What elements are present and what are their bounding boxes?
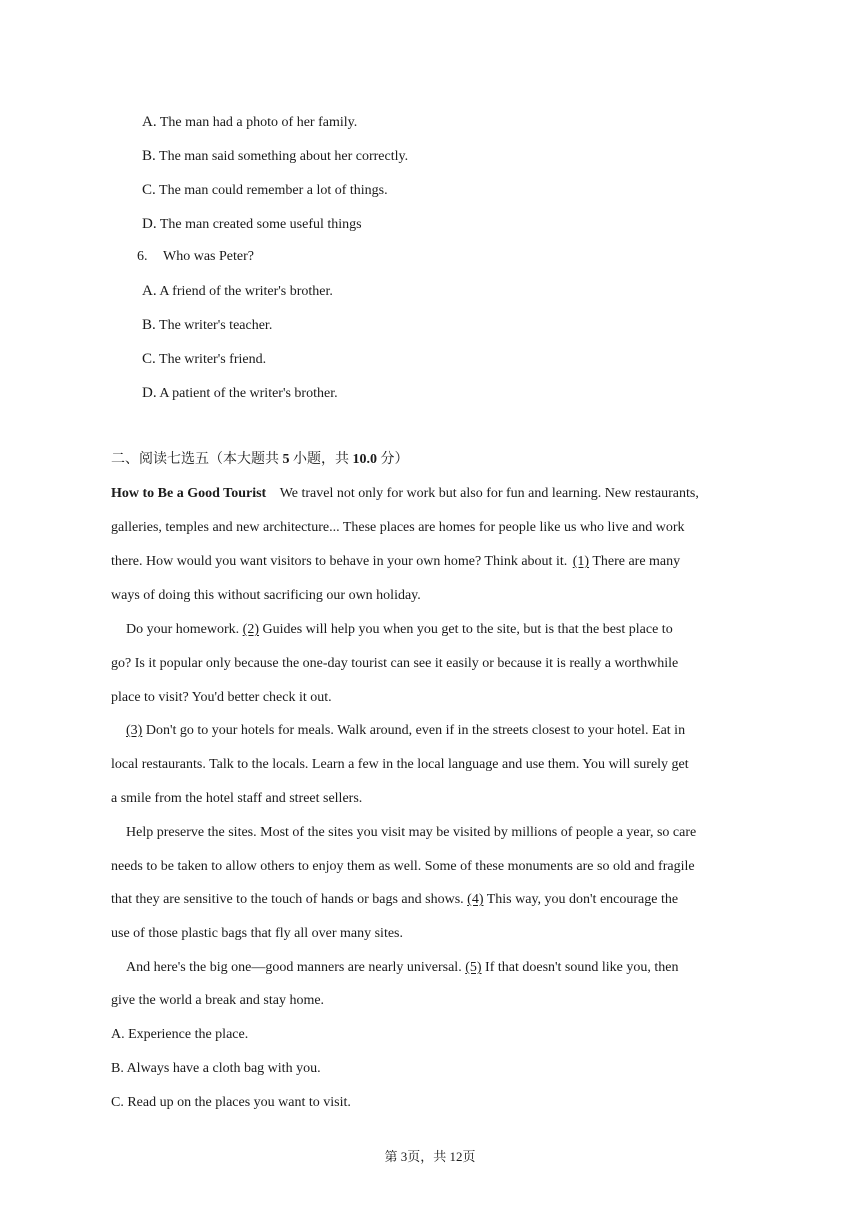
option-letter: D. <box>142 216 157 232</box>
q6-option-b <box>142 316 272 335</box>
passage-line <box>111 587 421 605</box>
question-text: Who was Peter? <box>163 249 254 264</box>
q5-option-d <box>142 215 362 234</box>
heading-count: 5 <box>282 452 290 467</box>
option-letter: A. <box>142 283 157 299</box>
option-letter: C. <box>142 182 156 198</box>
option-text: A patient of the writer's brother. <box>159 386 338 401</box>
passage-text: needs to be taken to allow others to enjoy them as well. Some of these monuments are so old and fragile <box>111 859 695 874</box>
answer-option-b <box>111 1060 321 1078</box>
option-text: The man said something about her correctly. <box>159 149 409 164</box>
option-letter: C. <box>142 351 156 367</box>
passage-line <box>126 959 678 977</box>
passage-text: local restaurants. Talk to the locals. Learn a few in the local language and use them. You will surely get <box>111 757 689 772</box>
blank-2: (2) <box>242 622 259 637</box>
passage-text: Do your homework. <box>126 622 240 637</box>
passage-text: that they are sensitive to the touch of hands or bags and shows. <box>111 892 464 907</box>
blank-1: (1) <box>572 554 590 569</box>
passage-text: We travel not only for work but also for fun and learning. New restaurants, <box>279 486 699 501</box>
passage-text: there. How would you want visitors to behave in your own home? Think about it. <box>111 554 568 569</box>
q6-option-c <box>142 350 266 369</box>
passage-line <box>111 790 362 808</box>
option-text: The man could remember a lot of things. <box>159 183 388 198</box>
passage-title: How to Be a Good Tourist <box>111 486 267 501</box>
heading-text: 二、阅读七选五（本大题共 <box>111 452 283 467</box>
passage-line <box>111 891 678 909</box>
option-text: The writer's teacher. <box>159 318 273 333</box>
passage-text: Help preserve the sites. Most of the sites you visit may be visited by millions of people a year, so care <box>126 825 697 840</box>
option-text: The writer's friend. <box>159 352 267 367</box>
option-letter: D. <box>142 385 157 401</box>
passage-line <box>111 553 680 571</box>
footer-text: 页 <box>462 1149 476 1164</box>
passage-line <box>111 925 403 943</box>
footer-text: 页，共 <box>407 1149 450 1164</box>
passage-text: ways of doing this without sacrificing our own holiday. <box>111 588 421 603</box>
passage-line <box>111 858 695 876</box>
passage-line <box>111 689 332 707</box>
passage-text: galleries, temples and new architecture... These places are homes for people like us who live and work <box>111 520 685 535</box>
option-text: A friend of the writer's brother. <box>159 284 333 299</box>
q6-stem <box>137 248 254 266</box>
passage-text: Guides will help you when you get to the site, but is that the best place to <box>262 622 673 637</box>
passage-line <box>126 722 685 740</box>
passage-text: There are many <box>592 554 681 569</box>
page-footer <box>0 1148 860 1166</box>
option-text: The man created some useful things <box>159 217 362 232</box>
question-number: 6. <box>137 249 148 264</box>
blank-5: (5) <box>465 960 482 975</box>
passage-text: Don't go to your hotels for meals. Walk around, even if in the streets closest to your hotel. Eat in <box>145 723 686 738</box>
page-total: 12 <box>449 1149 463 1164</box>
passage-text: a smile from the hotel staff and street sellers. <box>111 791 363 806</box>
passage-line <box>126 824 696 842</box>
passage-text: This way, you don't encourage the <box>486 892 679 907</box>
passage-line <box>111 992 324 1010</box>
answer-option-a <box>111 1026 248 1044</box>
passage-line <box>111 519 685 537</box>
q5-option-c <box>142 181 388 200</box>
passage-text: use of those plastic bags that fly all over many sites. <box>111 926 403 941</box>
section-heading <box>111 451 409 469</box>
passage-text: If that doesn't sound like you, then <box>485 960 679 975</box>
page-number: 3 <box>400 1149 408 1164</box>
answer-text: B. Always have a cloth bag with you. <box>111 1061 321 1076</box>
passage-line <box>111 756 689 774</box>
option-letter: A. <box>142 114 157 130</box>
blank-3: (3) <box>126 723 143 738</box>
answer-option-c <box>111 1094 351 1112</box>
heading-text: 小题，共 <box>289 452 353 467</box>
q5-option-b <box>142 147 408 166</box>
q6-option-a <box>142 282 333 301</box>
heading-score: 10.0 <box>352 452 377 467</box>
answer-text: C. Read up on the places you want to visit. <box>111 1095 351 1110</box>
option-text: The man had a photo of her family. <box>159 115 358 130</box>
heading-text: 分） <box>377 452 409 467</box>
option-letter: B. <box>142 148 156 164</box>
passage-text: And here's the big one—good manners are nearly universal. <box>126 960 462 975</box>
passage-text: go? Is it popular only because the one-day tourist can see it easily or because it is really a worthwhile <box>111 656 679 671</box>
passage-line <box>111 485 699 503</box>
passage-text: place to visit? You'd better check it out. <box>111 690 332 705</box>
option-letter: B. <box>142 317 156 333</box>
passage-text: give the world a break and stay home. <box>111 993 325 1008</box>
passage-line <box>111 655 678 673</box>
q5-option-a <box>142 113 357 132</box>
q6-option-d <box>142 384 338 403</box>
answer-text: A. Experience the place. <box>111 1027 249 1042</box>
blank-4: (4) <box>467 892 484 907</box>
footer-text: 第 <box>384 1149 401 1164</box>
passage-line <box>126 621 673 639</box>
